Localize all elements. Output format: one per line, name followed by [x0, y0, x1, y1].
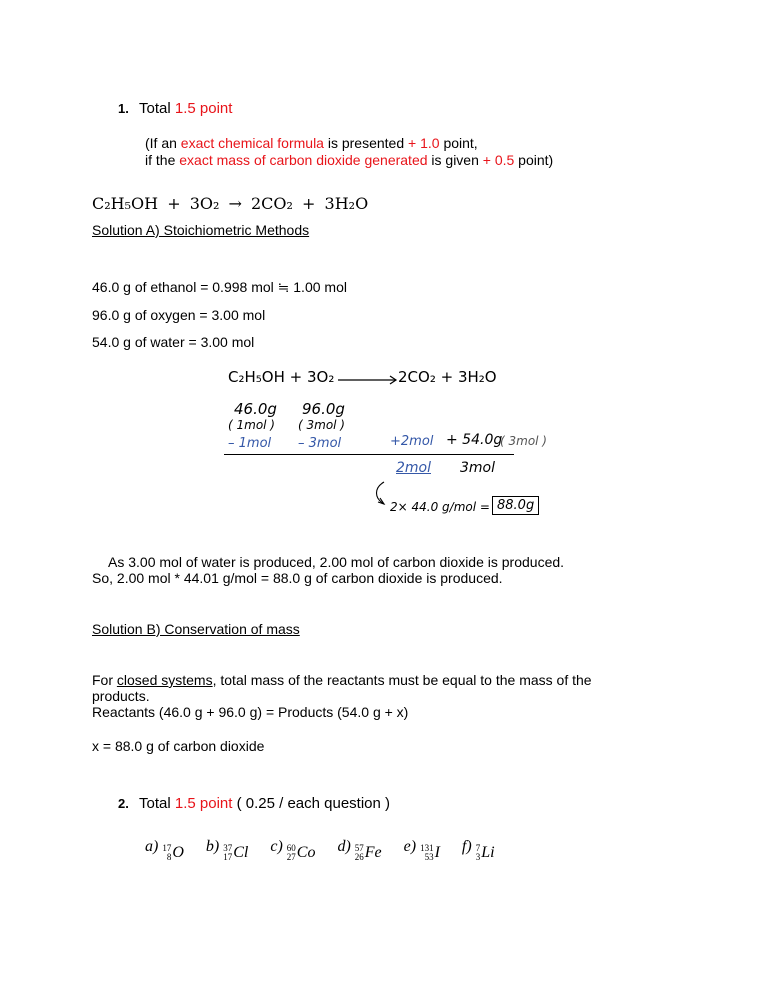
isotope-c: [270, 838, 315, 862]
reaction-equation: [92, 194, 368, 213]
element-symbol: Li: [481, 844, 495, 861]
mass-number: 57: [354, 843, 364, 853]
diagram-oxygen-mass: 96.0g: [302, 400, 345, 418]
diagram-answer-box: 88.0g: [492, 496, 539, 515]
line1-prefix: For: [92, 672, 117, 688]
solution-b-line-4: x = 88.0 g of carbon dioxide: [92, 738, 265, 754]
diagram-ethanol-change: – 1mol: [228, 436, 272, 451]
diagram-oxygen-mol: ( 3mol ): [298, 418, 345, 432]
note2-red-1: exact mass of carbon dioxide generated: [179, 152, 428, 168]
mass-number: 17: [162, 843, 172, 853]
note1-text-1: (If an: [145, 135, 181, 151]
isotope-f: [462, 838, 495, 862]
note2-text-1: if the: [145, 152, 180, 168]
q2-total-label: Total: [139, 795, 171, 812]
isotope-label: d): [337, 838, 351, 855]
diagram-water-mol: ( 3mol ): [500, 434, 547, 448]
q1-points: 1.5 point: [174, 100, 233, 117]
diagram-ethanol-mass: 46.0g: [234, 400, 277, 418]
isotope-label: e): [403, 838, 417, 855]
eq-product-co2: 2CO₂: [251, 194, 293, 213]
explanation-line-2: So, 2.00 mol * 44.01 g/mol = 88.0 g of carbon dioxide is produced.: [92, 570, 503, 586]
diagram-arrow: [338, 374, 400, 386]
water-line: 54.0 g of water = 3.00 mol: [92, 334, 255, 350]
eq-plus: +: [302, 194, 316, 213]
isotope-list: [145, 838, 513, 862]
note2-text-3: point): [514, 152, 554, 168]
ethanol-line: 46.0 g of ethanol = 0.998 mol ≒ 1.00 mol: [92, 279, 347, 295]
diagram-co2-change: +2mol: [390, 434, 434, 449]
note2-text-2: is given: [427, 152, 483, 168]
diagram-oxygen-change: – 3mol: [298, 436, 342, 451]
element-symbol: Fe: [364, 844, 382, 861]
mass-number: 60: [286, 843, 296, 853]
q1-note-line2: [145, 152, 553, 168]
note1-text-3: point,: [439, 135, 478, 151]
solution-a-heading: Solution A) Stoichiometric Methods: [92, 222, 310, 238]
element-symbol: Cl: [233, 844, 249, 861]
atomic-number: 17: [223, 852, 233, 862]
eq-product-water: 3H₂O: [324, 194, 369, 213]
diagram-water-result: 3mol: [460, 460, 495, 476]
isotope-b: [206, 838, 248, 862]
line1-suffix: , total mass of the reactants must be equal to the mass of the: [212, 672, 592, 688]
mass-number: 131: [420, 843, 434, 853]
solution-b-line-3: Reactants (46.0 g + 96.0 g) = Products (54.0 g + x): [92, 704, 409, 720]
q2-heading: [118, 795, 390, 812]
q1-number: 1.: [118, 101, 129, 116]
note1-red-2: + 1.0: [408, 135, 440, 151]
atomic-number: 3: [475, 852, 481, 862]
q2-points: 1.5 point: [174, 795, 233, 812]
atomic-number: 8: [166, 852, 172, 862]
mass-number: 7: [475, 843, 481, 853]
diagram-calculation: 2× 44.0 g/mol =: [390, 500, 490, 514]
diagram-equation-right: 2CO₂ + 3H₂O: [398, 368, 497, 386]
solution-b-line-2: products.: [92, 688, 150, 704]
q2-number: 2.: [118, 796, 129, 811]
diagram-divider: [224, 454, 514, 455]
isotope-label: f): [461, 838, 472, 855]
eq-arrow: →: [228, 194, 242, 213]
diagram-ethanol-mol: ( 1mol ): [228, 418, 275, 432]
isotope-e: [404, 838, 440, 862]
solution-b-line-1: [92, 672, 592, 688]
handwritten-diagram: [220, 368, 560, 528]
diagram-equation-left: C₂H₅OH + 3O₂: [228, 368, 335, 386]
diagram-co2-result: 2mol: [396, 460, 431, 476]
solution-b-heading: Solution B) Conservation of mass: [92, 621, 300, 637]
atomic-number: 27: [286, 852, 296, 862]
element-symbol: Co: [296, 844, 316, 861]
oxygen-line: 96.0 g of oxygen = 3.00 mol: [92, 307, 266, 323]
closed-systems-term: closed systems: [116, 672, 213, 688]
q2-detail: ( 0.25 / each question ): [236, 795, 391, 812]
isotope-a: [145, 838, 184, 862]
eq-reactant-ethanol: C₂H₅OH: [92, 194, 159, 213]
eq-plus: +: [167, 194, 181, 213]
explanation-line-1: As 3.00 mol of water is produced, 2.00 mol of carbon dioxide is produced.: [108, 554, 565, 570]
q1-heading: [118, 100, 232, 117]
eq-reactant-oxygen: 3O₂: [189, 194, 220, 213]
isotope-label: b): [205, 838, 220, 855]
isotope-label: a): [145, 838, 159, 855]
note1-red-1: exact chemical formula: [180, 135, 324, 151]
note2-red-2: + 0.5: [482, 152, 515, 168]
q1-note-line1: [145, 135, 478, 151]
note1-text-2: is presented: [323, 135, 409, 151]
atomic-number: 26: [354, 852, 364, 862]
q1-total-label: Total: [139, 100, 171, 117]
element-symbol: I: [434, 844, 440, 861]
element-symbol: O: [172, 844, 184, 861]
atomic-number: 53: [424, 852, 434, 862]
diagram-water-mass: + 54.0g: [446, 432, 503, 448]
isotope-d: [337, 838, 381, 862]
isotope-label: c): [270, 838, 283, 855]
mass-number: 37: [223, 843, 233, 853]
